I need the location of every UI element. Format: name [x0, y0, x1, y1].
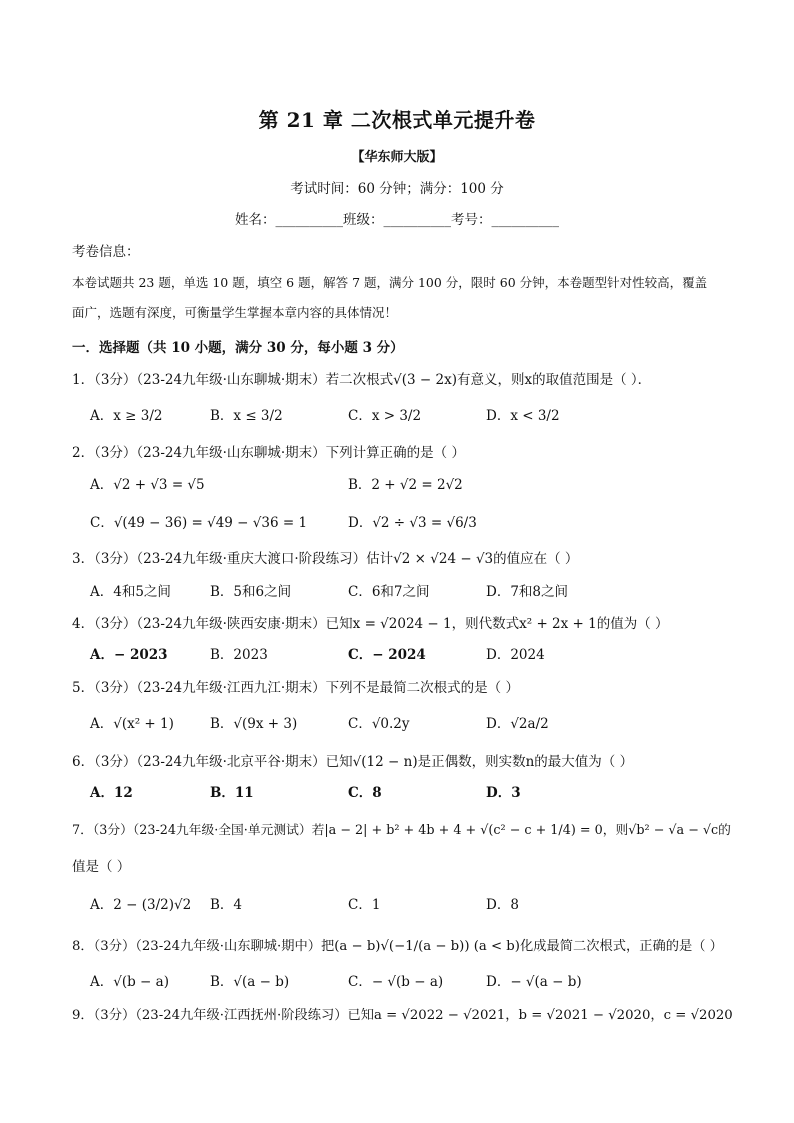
question-8-option-b: B．√(a − b): [210, 974, 290, 990]
student-info: 姓名：__________班级：__________考号：__________: [235, 212, 559, 228]
question-4-option-b: B．2023: [210, 647, 268, 663]
question-3-option-a: A．4和5之间: [90, 584, 171, 600]
info-line-1: 本卷试题共 23 题，单选 10 题，填空 6 题，解答 7 题，满分 100 分，限时 60 分钟，本卷题型针对性较高，覆盖: [72, 275, 708, 290]
info-line-2: 面广，选题有深度，可衡量学生掌握本章内容的具体情况！: [72, 305, 398, 320]
question-7-option-a: A．2 − (3/2)√2: [90, 897, 192, 913]
question-2-option-b: B．2 + √2 = 2√2: [348, 477, 463, 493]
question-4-option-c: C．− 2024: [348, 647, 426, 663]
question-4-stem: 4．（3分）（23-24九年级·陕西安康·期末）已知x = √2024 − 1，则代数式x² + 2x + 1的值为（ ）: [72, 616, 669, 632]
question-1-option-b: B．x ≤ 3/2: [210, 408, 283, 424]
question-8-stem: 8．（3分）（23-24九年级·山东聊城·期中）把(a − b)√(−1/(a − b)) (a < b)化成最简二次根式，正确的是（ ）: [72, 939, 723, 954]
question-3-stem: 3．（3分）（23-24九年级·重庆大渡口·阶段练习）估计√2 × √24 − √3的值应在（ ）: [72, 551, 579, 567]
question-5-option-a: A．√(x² + 1): [90, 716, 174, 732]
question-2-option-c: C．√(49 − 36) = √49 − √36 = 1: [90, 515, 308, 531]
question-4-option-d: D．2024: [486, 647, 545, 663]
question-1-option-a: A．x ≥ 3/2: [90, 408, 163, 424]
question-5-option-c: C．√0.2y: [348, 716, 410, 732]
question-1-stem: 1．（3分）（23-24九年级·山东聊城·期末）若二次根式√(3 − 2x)有意义，则x的取值范围是（ ）．: [72, 372, 652, 388]
question-8-option-d: D．− √(a − b): [486, 974, 582, 990]
question-4-option-a: A．− 2023: [90, 647, 168, 663]
question-7-option-b: B．4: [210, 897, 243, 913]
question-6-option-b: B．11: [210, 785, 254, 801]
question-2-option-d: D．√2 ÷ √3 = √6/3: [348, 515, 477, 531]
question-3-option-d: D．7和8之间: [486, 584, 569, 600]
question-7-stem-cont: 值是（ ）: [72, 859, 131, 875]
question-9-stem: 9．（3分）（23-24九年级·江西抚州·阶段练习）已知a = √2022 − √2021，b = √2021 − √2020，c = √2020: [72, 1008, 733, 1023]
question-2-option-a: A．√2 + √3 = √5: [90, 477, 205, 493]
question-1-option-c: C．x > 3/2: [348, 408, 422, 424]
question-6-stem: 6．（3分）（23-24九年级·北京平谷·期末）已知√(12 − n)是正偶数，则实数n的最大值为（ ）: [72, 754, 634, 770]
question-6-option-d: D．3: [486, 785, 521, 801]
question-3-option-b: B．5和6之间: [210, 584, 292, 600]
question-7-stem: 7．（3分）（23-24九年级·全国·单元测试）若|a − 2| + b² + 4b + 4 + √(c² − c + 1/4) = 0，则√b² − √a − √c的: [72, 823, 731, 838]
question-2-stem: 2．（3分）（23-24九年级·山东聊城·期末）下列计算正确的是（ ）: [72, 445, 465, 461]
page-title: 第 21 章 二次根式单元提升卷: [258, 108, 536, 132]
question-1-option-d: D．x < 3/2: [486, 408, 560, 424]
question-8-option-c: C．− √(b − a): [348, 974, 444, 990]
question-5-stem: 5．（3分）（23-24九年级·江西九江·期末）下列不是最简二次根式的是（ ）: [72, 680, 519, 696]
question-5-option-b: B．√(9x + 3): [210, 716, 298, 732]
question-5-option-d: D．√2a/2: [486, 716, 549, 732]
info-label: 考卷信息：: [72, 244, 140, 260]
section-title: 一．选择题（共 10 小题，满分 30 分，每小题 3 分）: [72, 340, 404, 356]
question-3-option-c: C．6和7之间: [348, 584, 430, 600]
question-8-option-a: A．√(b − a): [90, 974, 169, 990]
question-7-option-c: C．1: [348, 897, 381, 913]
question-6-option-c: C．8: [348, 785, 382, 801]
question-6-option-a: A．12: [90, 785, 133, 801]
question-7-option-d: D．8: [486, 897, 519, 913]
edition-label: 【华东师大版】: [351, 150, 443, 165]
exam-time: 考试时间：60 分钟；满分：100 分: [290, 181, 504, 197]
